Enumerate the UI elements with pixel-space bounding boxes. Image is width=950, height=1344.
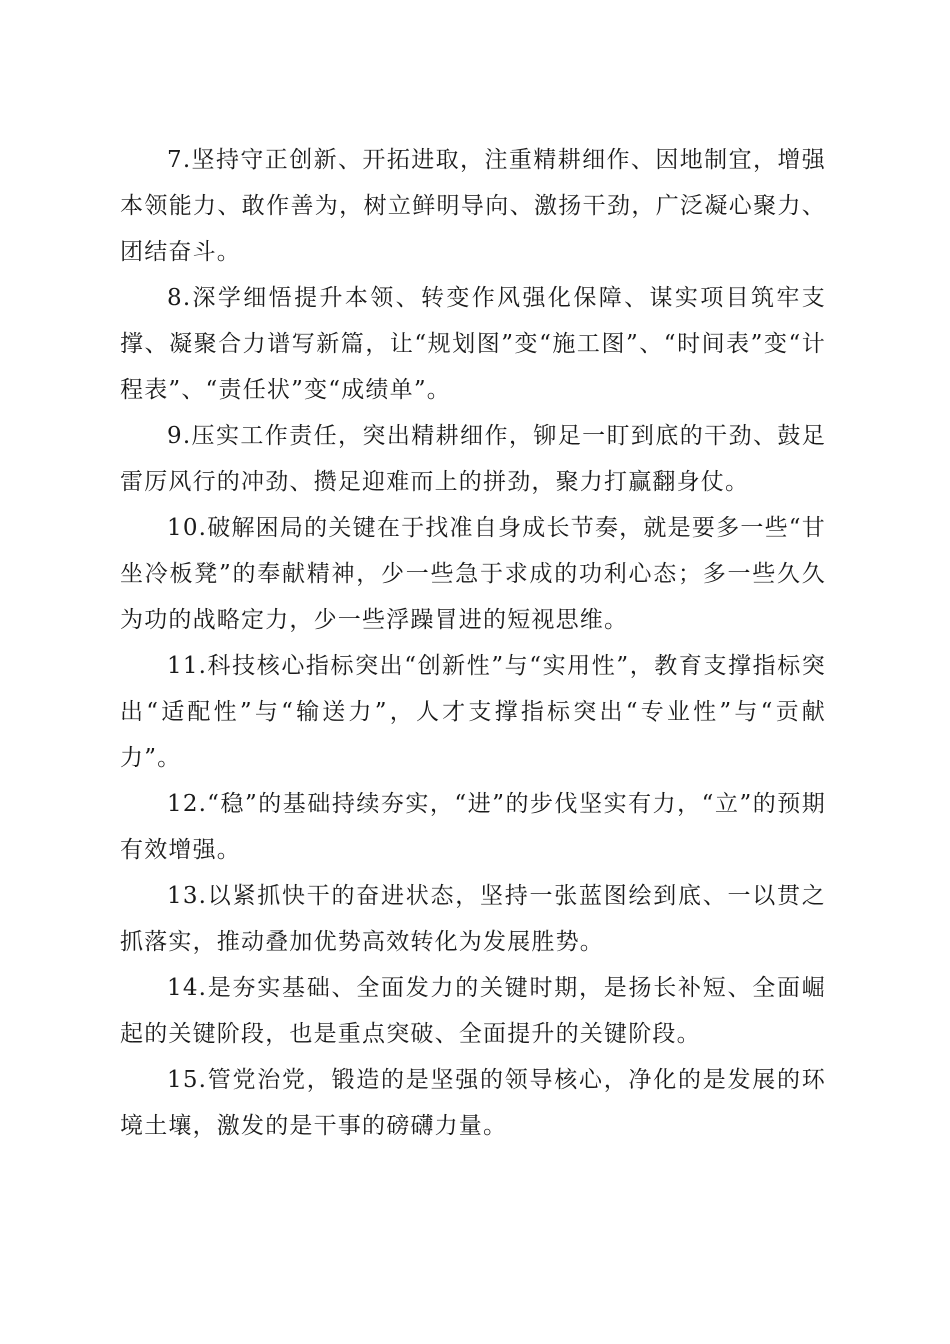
- paragraph-item-11: 11.科技核心指标突出“创新性”与“实用性”，教育支撑指标突出“适配性”与“输送力”，人才支撑指标突出“专业性”与“贡献力”。: [120, 653, 826, 771]
- paragraph-item-8: 8.深学细悟提升本领、转变作风强化保障、谋实项目筑牢支撑、凝聚合力谱写新篇，让“规划图”变“施工图”、“时间表”变“计程表”、“责任状”变“成绩单”。: [120, 285, 826, 403]
- paragraph-item-13: 13.以紧抓快干的奋进状态，坚持一张蓝图绘到底、一以贯之抓落实，推动叠加优势高效转化为发展胜势。: [120, 883, 826, 955]
- paragraph-item-15: 15.管党治党，锻造的是坚强的领导核心，净化的是发展的环境土壤，激发的是干事的磅礴力量。: [120, 1067, 826, 1139]
- paragraph-item-9: 9.压实工作责任，突出精耕细作，铆足一盯到底的干劲、鼓足雷厉风行的冲劲、攒足迎难而上的拼劲，聚力打赢翻身仗。: [120, 423, 826, 495]
- paragraph-item-14: 14.是夯实基础、全面发力的关键时期，是扬长补短、全面崛起的关键阶段，也是重点突破、全面提升的关键阶段。: [120, 975, 826, 1047]
- paragraph-item-12: 12.“稳”的基础持续夯实，“进”的步伐坚实有力，“立”的预期有效增强。: [120, 791, 826, 863]
- paragraph-item-10: 10.破解困局的关键在于找准自身成长节奏，就是要多一些“甘坐冷板凳”的奉献精神，少一些急于求成的功利心态；多一些久久为功的战略定力，少一些浮躁冒进的短视思维。: [120, 515, 826, 633]
- paragraph-item-7: 7.坚持守正创新、开拓进取，注重精耕细作、因地制宜，增强本领能力、敢作善为，树立鲜明导向、激扬干劲，广泛凝心聚力、团结奋斗。: [120, 147, 826, 265]
- document-body: [120, 137, 826, 1149]
